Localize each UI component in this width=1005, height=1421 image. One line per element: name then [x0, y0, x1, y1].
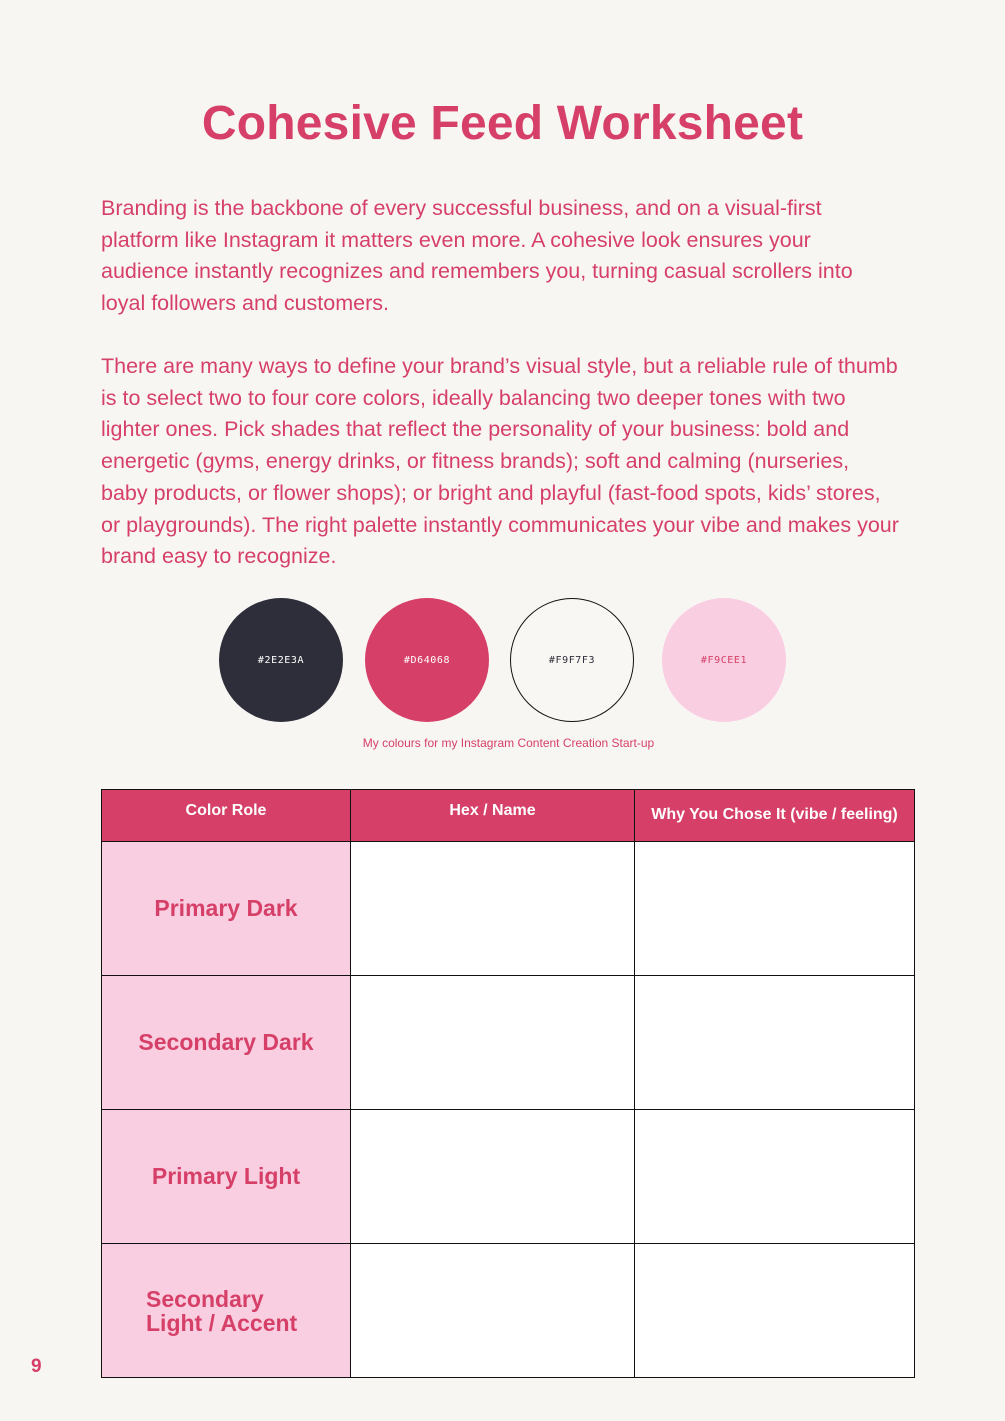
page-number: 9: [31, 1356, 42, 1377]
table-row: [102, 842, 915, 976]
header-color-role: Color Role: [102, 790, 351, 842]
role-secondary-dark: Secondary Dark: [102, 976, 351, 1110]
swatch-label: #F9F7F3: [548, 654, 596, 666]
table-row: [102, 976, 915, 1110]
why-input-cell[interactable]: [635, 976, 915, 1110]
swatch-caption: My colours for my Instagram Content Creation Start-up: [362, 736, 655, 750]
role-primary-light: Primary Light: [102, 1110, 351, 1244]
role-line-2: Light / Accent: [146, 1309, 298, 1336]
intro-paragraph: Branding is the backbone of every successful business, and on a visual-first platform like Instagram it matters even more. A cohesive look ensures your audience instantly recognizes and remembers you, turning casual scrollers into loyal followers and customers.: [101, 196, 853, 316]
hex-input-cell[interactable]: [351, 976, 635, 1110]
hex-input-cell[interactable]: [351, 1244, 635, 1378]
why-input-cell[interactable]: [635, 842, 915, 976]
role-line-1: Secondary: [146, 1285, 264, 1312]
swatch-label: #D64068: [403, 654, 451, 666]
color-swatch-primary-dark: [219, 598, 343, 722]
color-swatch-accent: [662, 598, 786, 722]
why-input-cell[interactable]: [635, 1244, 915, 1378]
table-header-row: [102, 790, 915, 842]
color-role-table: [101, 789, 915, 1378]
hex-input-cell[interactable]: [351, 1110, 635, 1244]
swatch-label: #F9CEE1: [700, 654, 748, 666]
color-swatch-secondary-dark: [365, 598, 489, 722]
role-secondary-light-accent: [102, 1244, 351, 1378]
table-row: [102, 1244, 915, 1378]
swatch-label: #2E2E3A: [257, 654, 305, 666]
color-swatch-primary-light: [510, 598, 634, 722]
palette-paragraph: There are many ways to define your brand’s visual style, but a reliable rule of thumb is to select two to four core colors, ideally balancing two deeper tones with two lighter ones. Pick shades that reflect the personality of your business: bold and energetic (gyms, energy drinks, or fitness brands); soft and calming (nurseries, baby products, or flower shops); or bright and playful (fast-food spots, kids’ stores, or playgrounds). The right palette instantly communicates your vibe and makes your brand easy to recognize.: [101, 354, 899, 569]
header-hex-name: Hex / Name: [351, 790, 635, 842]
page-title: Cohesive Feed Worksheet: [201, 97, 804, 150]
header-why-chosen: Why You Chose It (vibe / feeling): [635, 790, 915, 842]
hex-input-cell[interactable]: [351, 842, 635, 976]
role-primary-dark: Primary Dark: [102, 842, 351, 976]
table-row: [102, 1110, 915, 1244]
why-input-cell[interactable]: [635, 1110, 915, 1244]
